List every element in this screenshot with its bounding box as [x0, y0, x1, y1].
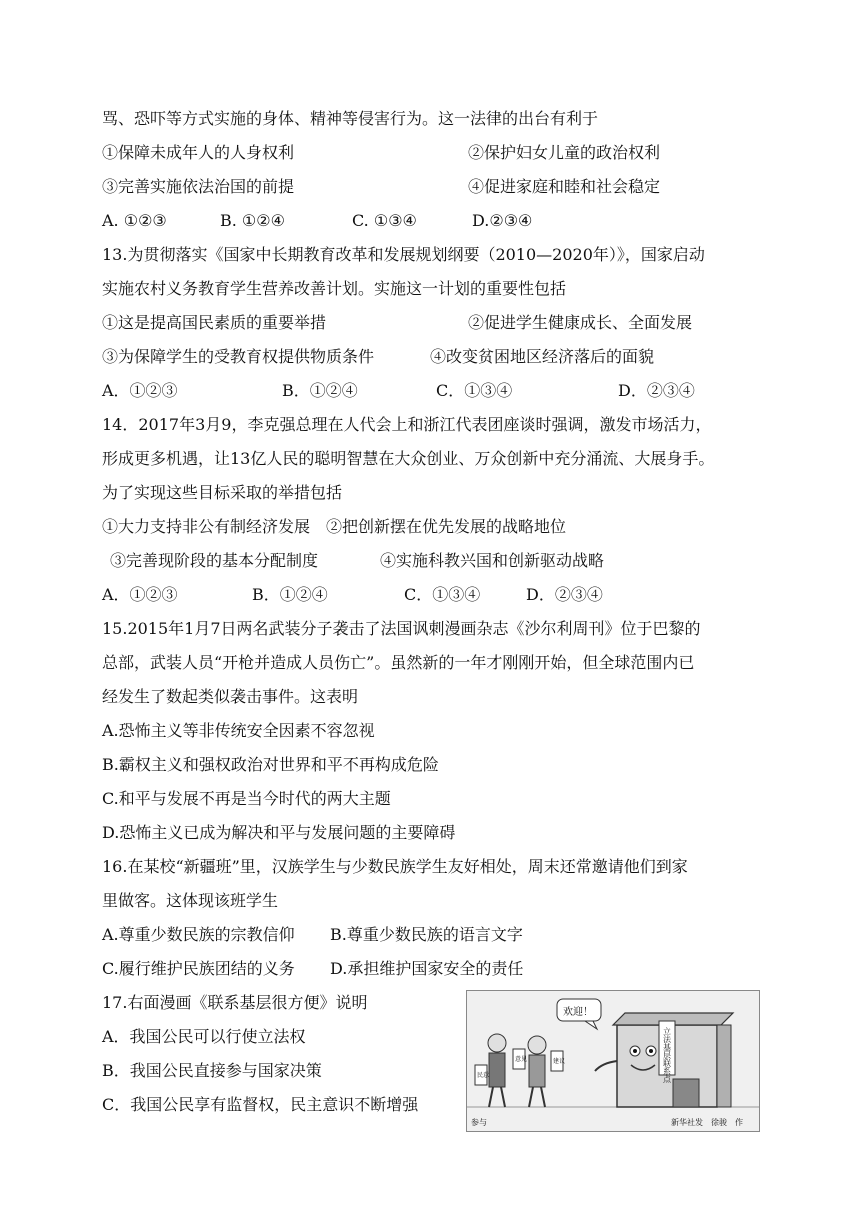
- q15-choice-a: A.恐怖主义等非传统安全因素不容忽视: [102, 721, 375, 740]
- cartoon-tag-2: 意见: [515, 1057, 528, 1063]
- cartoon-tag-1: 民意: [477, 1073, 490, 1079]
- q12-option-2: ②保护妇女儿童的政治权利: [468, 143, 661, 162]
- q13-choice-c: C．①③④: [436, 381, 513, 400]
- q12-choice-c: C. ①③④: [352, 211, 417, 230]
- q17-stem: 17.右面漫画《联系基层很方便》说明: [102, 993, 368, 1012]
- cartoon-caption-right: 新华社发 徐骏 作: [671, 1118, 743, 1127]
- q13-choice-b: B．①②④: [282, 381, 358, 400]
- q15-stem-line-2: 总部，武装人员“开枪并造成人员伤亡”。虽然新的一年才刚刚开始，但全球范围内已: [102, 653, 695, 672]
- q14-stem-line-3: 为了实现这些目标采取的举措包括: [102, 483, 343, 502]
- q15-choice-d: D.恐怖主义已成为解决和平与发展问题的主要障碍: [102, 823, 456, 842]
- q12-option-3: ③完善实施依法治国的前提: [102, 177, 295, 196]
- cartoon-caption-left: 参与: [471, 1118, 487, 1127]
- cartoon-drawing: [467, 991, 759, 1131]
- q12-option-4: ④促进家庭和睦和社会稳定: [468, 177, 661, 196]
- q14-options-row-1: ①大力支持非公有制经济发展 ②把创新摆在优先发展的战略地位: [102, 517, 567, 536]
- q16-stem-line-1: 16.在某校“新疆班”里，汉族学生与少数民族学生友好相处，周末还常邀请他们到家: [102, 857, 688, 876]
- q15-stem-line-1: 15.2015年1月7日两名武装分子袭击了法国讽刺漫画杂志《沙尔利周刊》位于巴黎的: [102, 619, 701, 638]
- q15-choice-c: C.和平与发展不再是当今时代的两大主题: [102, 789, 391, 808]
- q17-choice-b: B．我国公民直接参与国家决策: [102, 1061, 322, 1080]
- q13-option-4: ④改变贫困地区经济落后的面貌: [430, 347, 655, 366]
- q14-choice-a: A．①②③: [102, 585, 178, 604]
- q14-option-3: ③完善现阶段的基本分配制度: [110, 551, 319, 570]
- q13-choice-a: A．①②③: [102, 381, 178, 400]
- cartoon-sign: 立法基层联系点: [662, 1027, 672, 1083]
- q12-stem-tail: 骂、恐吓等方式实施的身体、精神等侵害行为。这一法律的出台有利于: [102, 109, 599, 128]
- q13-stem-line-1: 13.为贯彻落实《国家中长期教育改革和发展规划纲要（2010—2020年）》，国家启动: [102, 245, 705, 264]
- q17-choice-a: A．我国公民可以行使立法权: [102, 1027, 306, 1046]
- q13-choice-d: D．②③④: [618, 381, 695, 400]
- q12-choice-a: A. ①②③: [102, 211, 167, 230]
- q15-stem-line-3: 经发生了数起类似袭击事件。这表明: [102, 687, 359, 706]
- cartoon-tag-3: 建议: [553, 1059, 566, 1065]
- q12-choice-b: B. ①②④: [220, 211, 285, 230]
- q14-choice-d: D．②③④: [526, 585, 603, 604]
- q13-option-3: ③为保障学生的受教育权提供物质条件: [102, 347, 375, 366]
- q14-choice-b: B．①②④: [252, 585, 328, 604]
- q16-choice-b: B.尊重少数民族的语言文字: [330, 925, 523, 944]
- q16-choice-a: A.尊重少数民族的宗教信仰: [102, 925, 295, 944]
- q13-option-1: ①这是提高国民素质的重要举措: [102, 313, 327, 332]
- q16-stem-line-2: 里做客。这体现该班学生: [102, 891, 279, 910]
- q17-choice-c: C．我国公民享有监督权，民主意识不断增强: [102, 1095, 419, 1114]
- q14-option-4: ④实施科教兴国和创新驱动战略: [380, 551, 605, 570]
- q14-stem-line-1: 14．2017年3月9，李克强总理在人代会上和浙江代表团座谈时强调，激发市场活力，: [102, 415, 712, 434]
- cartoon-bubble: 欢迎！: [563, 1007, 593, 1018]
- cartoon-illustration: [466, 990, 760, 1132]
- q14-choice-c: C．①③④: [404, 585, 481, 604]
- q12-option-1: ①保障未成年人的人身权利: [102, 143, 295, 162]
- q15-choice-b: B.霸权主义和强权政治对世界和平不再构成危险: [102, 755, 439, 774]
- q16-choice-c: C.履行维护民族团结的义务: [102, 959, 295, 978]
- q12-choice-d: D.②③④: [472, 211, 533, 230]
- q14-stem-line-2: 形成更多机遇，让13亿人民的聪明智慧在大众创业、万众创新中充分涌流、大展身手。: [102, 449, 715, 468]
- q16-choice-d: D.承担维护国家安全的责任: [330, 959, 524, 978]
- q13-stem-line-2: 实施农村义务教育学生营养改善计划。实施这一计划的重要性包括: [102, 279, 567, 298]
- q13-option-2: ②促进学生健康成长、全面发展: [468, 313, 693, 332]
